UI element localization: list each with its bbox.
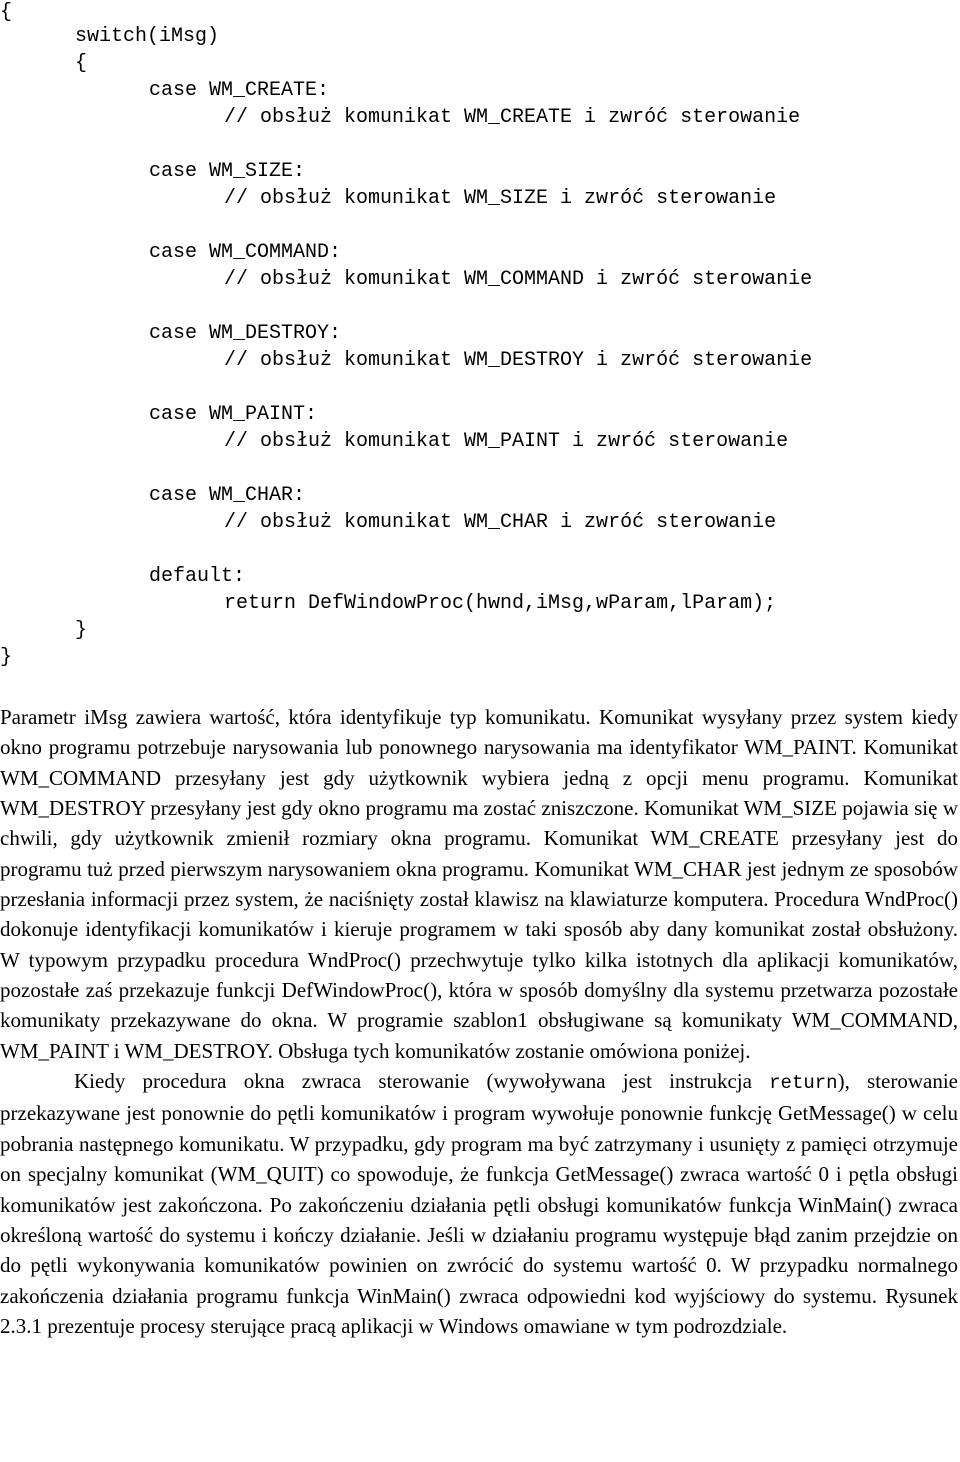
code-case-comment: // obsłuż komunikat WM_DESTROY i zwróć sterowanie	[224, 349, 813, 372]
code-case-comment: // obsłuż komunikat WM_CHAR i zwróć sterowanie	[224, 511, 777, 534]
code-close-brace-outer: }	[0, 646, 13, 669]
code-case-comment: // obsłuż komunikat WM_PAINT i zwróć sterowanie	[224, 430, 789, 453]
inline-code-return: return	[769, 1072, 838, 1095]
paragraph: Parametr iMsg zawiera wartość, która identyfikuje typ komunikatu. Komunikat wysyłany przez system kiedy okno programu potrzebuje narysowania lub ponownego narysowania ma identyfikator WM_PAINT. Komunikat WM_COMMAND przesyłany jest gdy użytkownik wybiera jedną z opcji menu programu. Komunikat WM_DESTROY przesyłany jest gdy okno programu ma zostać zniszczone. Komunikat WM_SIZE pojawia się w chwili, gdy użytkownik zmienił rozmiary okna programu. Komunikat WM_CREATE przesyłany jest do programu tuż przed pierwszym narysowaniem okna programu. Komunikat WM_CHAR jest jednym ze sposobów przesłania informacji przez system, że naciśnięty został klawisz na klawiaturze komputera. Procedura WndProc() dokonuje identyfikacji komunikatów i kieruje programem w taki sposób aby dany komunikat został obsłużony. W typowym przypadku procedura WndProc() przechwytuje tylko kilka istotnych dla aplikacji komunikatów, pozostałe zaś przekazuje funkcji DefWindowProc(), która w sposób domyślny dla systemu przetwarza pozostałe komunikaty przekazywane do okna. W programie szablon1 obsługiwane są komunikaty WM_COMMAND, WM_PAINT i WM_DESTROY. Obsługa tych komunikatów zostanie omówiona poniżej.	[0, 705, 958, 1063]
code-return-statement: return DefWindowProc(hwnd,iMsg,wParam,lParam);	[224, 592, 777, 615]
code-case-label: case WM_COMMAND:	[149, 241, 342, 264]
code-case-comment: // obsłuż komunikat WM_SIZE i zwróć sterowanie	[224, 187, 777, 210]
code-close-brace-inner: }	[75, 619, 88, 642]
paragraph	[0, 1066, 958, 1341]
code-case-label: case WM_SIZE:	[149, 160, 306, 183]
code-open-brace-inner: {	[75, 52, 88, 75]
code-case-label: case WM_CHAR:	[149, 484, 306, 507]
code-case-comment: // obsłuż komunikat WM_COMMAND i zwróć sterowanie	[224, 268, 813, 291]
code-case-comment: // obsłuż komunikat WM_CREATE i zwróć sterowanie	[224, 106, 801, 129]
paragraph-text: Kiedy procedura okna zwraca sterowanie (wywoływana jest instrukcja	[74, 1069, 770, 1094]
code-switch-statement: switch(iMsg)	[75, 25, 220, 48]
code-case-label: case WM_CREATE:	[149, 79, 330, 102]
paragraph-text: ), sterowanie przekazywane jest ponownie do pętli komunikatów i program wywołuje ponownie funkcję GetMessage() w celu pobrania następnego komunikatu. W przypadku, gdy program ma być zatrzymany i usunięty z pamięci otrzymuje on specjalny komunikat (WM_QUIT) co spowoduje, że funkcja GetMessage() zwraca wartość 0 i pętla obsługi komunikatów jest zakończona. Po zakończeniu działania pętli obsługi komunikatów funkcja WinMain() zwraca określoną wartość do systemu i kończy działanie. Jeśli w działaniu programu występuje błąd zanim przejdzie on do pętli wykonywania komunikatów powinien on zwrócić do systemu wartość 0. W przypadku normalnego zakończenia działania programu funkcja WinMain() zwraca odpowiedni kod wyjściowy do systemu. Rysunek 2.3.1 prezentuje procesy sterujące pracą aplikacji w Windows omawiane w tym podrozdziale.	[0, 1069, 958, 1338]
code-case-label: case WM_DESTROY:	[149, 322, 342, 345]
body-text	[0, 702, 958, 1341]
code-open-brace-outer: {	[0, 1, 13, 24]
code-case-label: case WM_PAINT:	[149, 403, 318, 426]
code-default-label: default:	[149, 565, 246, 588]
